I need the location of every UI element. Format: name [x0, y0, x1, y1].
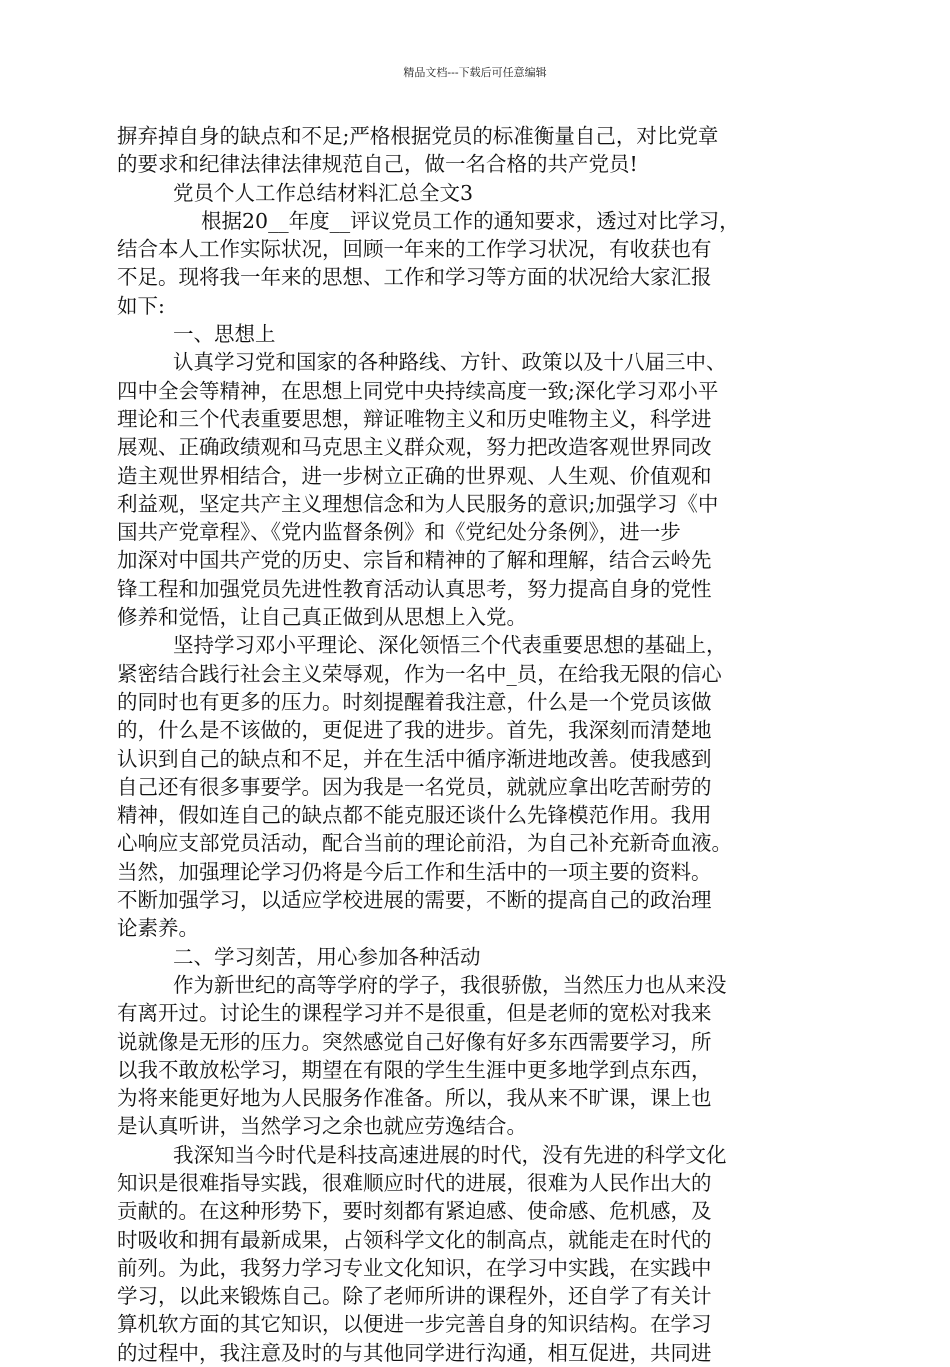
text-line: 前列。为此，我努力学习专业文化知识，在学习中实践，在实践中: [117, 1255, 712, 1280]
text-line: 学习，以此来锻炼自己。除了老师所讲的课程外，还自学了有关计: [117, 1284, 712, 1309]
text-line: 我深知当今时代是科技高速进展的时代，没有先进的科学文化: [173, 1142, 727, 1167]
text-line: 不足。现将我一年来的思想、工作和学习等方面的状况给大家汇报: [117, 265, 712, 290]
text-line: 心响应支部党员活动，配合当前的理论前沿，为自己补充新奇血液。: [117, 831, 732, 856]
text-line: 结合本人工作实际状况，回顾一年来的工作学习状况，有收获也有: [117, 237, 712, 262]
text-line: 紧密结合践行社会主义荣辱观，作为一名中_员，在给我无限的信心: [117, 661, 722, 686]
text-line: 认识到自己的缺点和不足，并在生活中循序渐进地改善。使我感到: [117, 746, 712, 771]
text-line: 一、思想上: [173, 322, 276, 347]
text-line: 修养和觉悟，让自己真正做到从思想上入党。: [117, 605, 527, 630]
text-line: 是认真听讲，当然学习之余也就应劳逸结合。: [117, 1114, 527, 1139]
text-line: 加深对中国共产党的历史、宗旨和精神的了解和理解，结合云岭先: [117, 548, 712, 573]
text-line: 自己还有很多事要学。因为我是一名党员，就就应拿出吃苦耐劳的: [117, 774, 712, 799]
text-line: 的过程中，我注意及时的与其他同学进行沟通，相互促进，共同进: [117, 1340, 712, 1365]
text-line: 造主观世界相结合，进一步树立正确的世界观、人生观、价值观和: [117, 463, 712, 488]
text-line: 以我不敢放松学习，期望在有限的学生生涯中更多地学到点东西，: [117, 1057, 712, 1082]
text-line: 理论和三个代表重要思想，辩证唯物主义和历史唯物主义，科学进: [117, 406, 712, 431]
text-line: 坚持学习邓小平理论、深化领悟三个代表重要思想的基础上，: [173, 633, 727, 658]
text-line: 算机软方面的其它知识，以便进一步完善自身的知识结构。在学习: [117, 1312, 712, 1337]
page-header: 精品文档---下载后可任意编辑: [403, 66, 547, 79]
text-line: 作为新世纪的高等学府的学子，我很骄傲，当然压力也从来没: [173, 972, 727, 997]
text-line: 为将来能更好地为人民服务作准备。所以，我从来不旷课，课上也: [117, 1086, 712, 1111]
text-line: 党员个人工作总结材料汇总全文3: [173, 180, 474, 205]
text-line: 当然，加强理论学习仍将是今后工作和生活中的一项主要的资料。: [117, 859, 712, 884]
text-line: 有离开过。讨论生的课程学习并不是很重，但是老师的宽松对我来: [117, 1001, 712, 1026]
text-line: 认真学习党和国家的各种路线、方针、政策以及十八届三中、: [173, 350, 727, 375]
text-line: 如下:: [117, 293, 165, 318]
text-line: 说就像是无形的压力。突然感觉自己好像有好多东西需要学习，所: [117, 1029, 712, 1054]
text-line: 根据20__年度__评议党员工作的通知要求，透过对比学习，: [201, 208, 740, 233]
text-line: 摒弃掉自身的缺点和不足;严格根据党员的标准衡量自己，对比党章: [117, 124, 719, 148]
text-line: 利益观，坚定共产主义理想信念和为人民服务的意识;加强学习《中: [117, 491, 719, 516]
text-line: 的，什么是不该做的，更促进了我的进步。首先，我深刻而清楚地: [117, 718, 712, 743]
text-line: 时吸收和拥有最新成果，占领科学文化的制高点，就能走在时代的: [117, 1227, 712, 1252]
text-line: 锋工程和加强党员先进性教育活动认真思考，努力提高自身的党性: [117, 576, 712, 601]
text-line: 国共产党章程》、《党内监督条例》和《党纪处分条例》，进一步: [117, 520, 681, 545]
text-line: 不断加强学习，以适应学校进展的需要，不断的提高自己的政治理: [117, 888, 712, 913]
text-line: 精神，假如连自己的缺点都不能克服还谈什么先锋模范作用。我用: [117, 803, 712, 828]
text-line: 知识是很难指导实践，很难顺应时代的进展，很难为人民作出大的: [117, 1170, 712, 1195]
text-line: 论素养。: [117, 916, 199, 941]
text-line: 贡献的。在这种形势下，要时刻都有紧迫感、使命感、危机感，及: [117, 1199, 712, 1224]
text-line: 二、学习刻苦，用心参加各种活动: [173, 944, 481, 969]
text-line: 的要求和纪律法律法律规范自己，做一名合格的共产党员!: [117, 152, 638, 177]
document-body: [117, 122, 829, 1367]
text-line: 的同时也有更多的压力。时刻提醒着我注意，什么是一个党员该做: [117, 689, 712, 714]
text-line: 四中全会等精神，在思想上同党中央持续高度一致;深化学习邓小平: [117, 378, 719, 403]
text-line: 展观、正确政绩观和马克思主义群众观，努力把改造客观世界同改: [117, 435, 712, 460]
